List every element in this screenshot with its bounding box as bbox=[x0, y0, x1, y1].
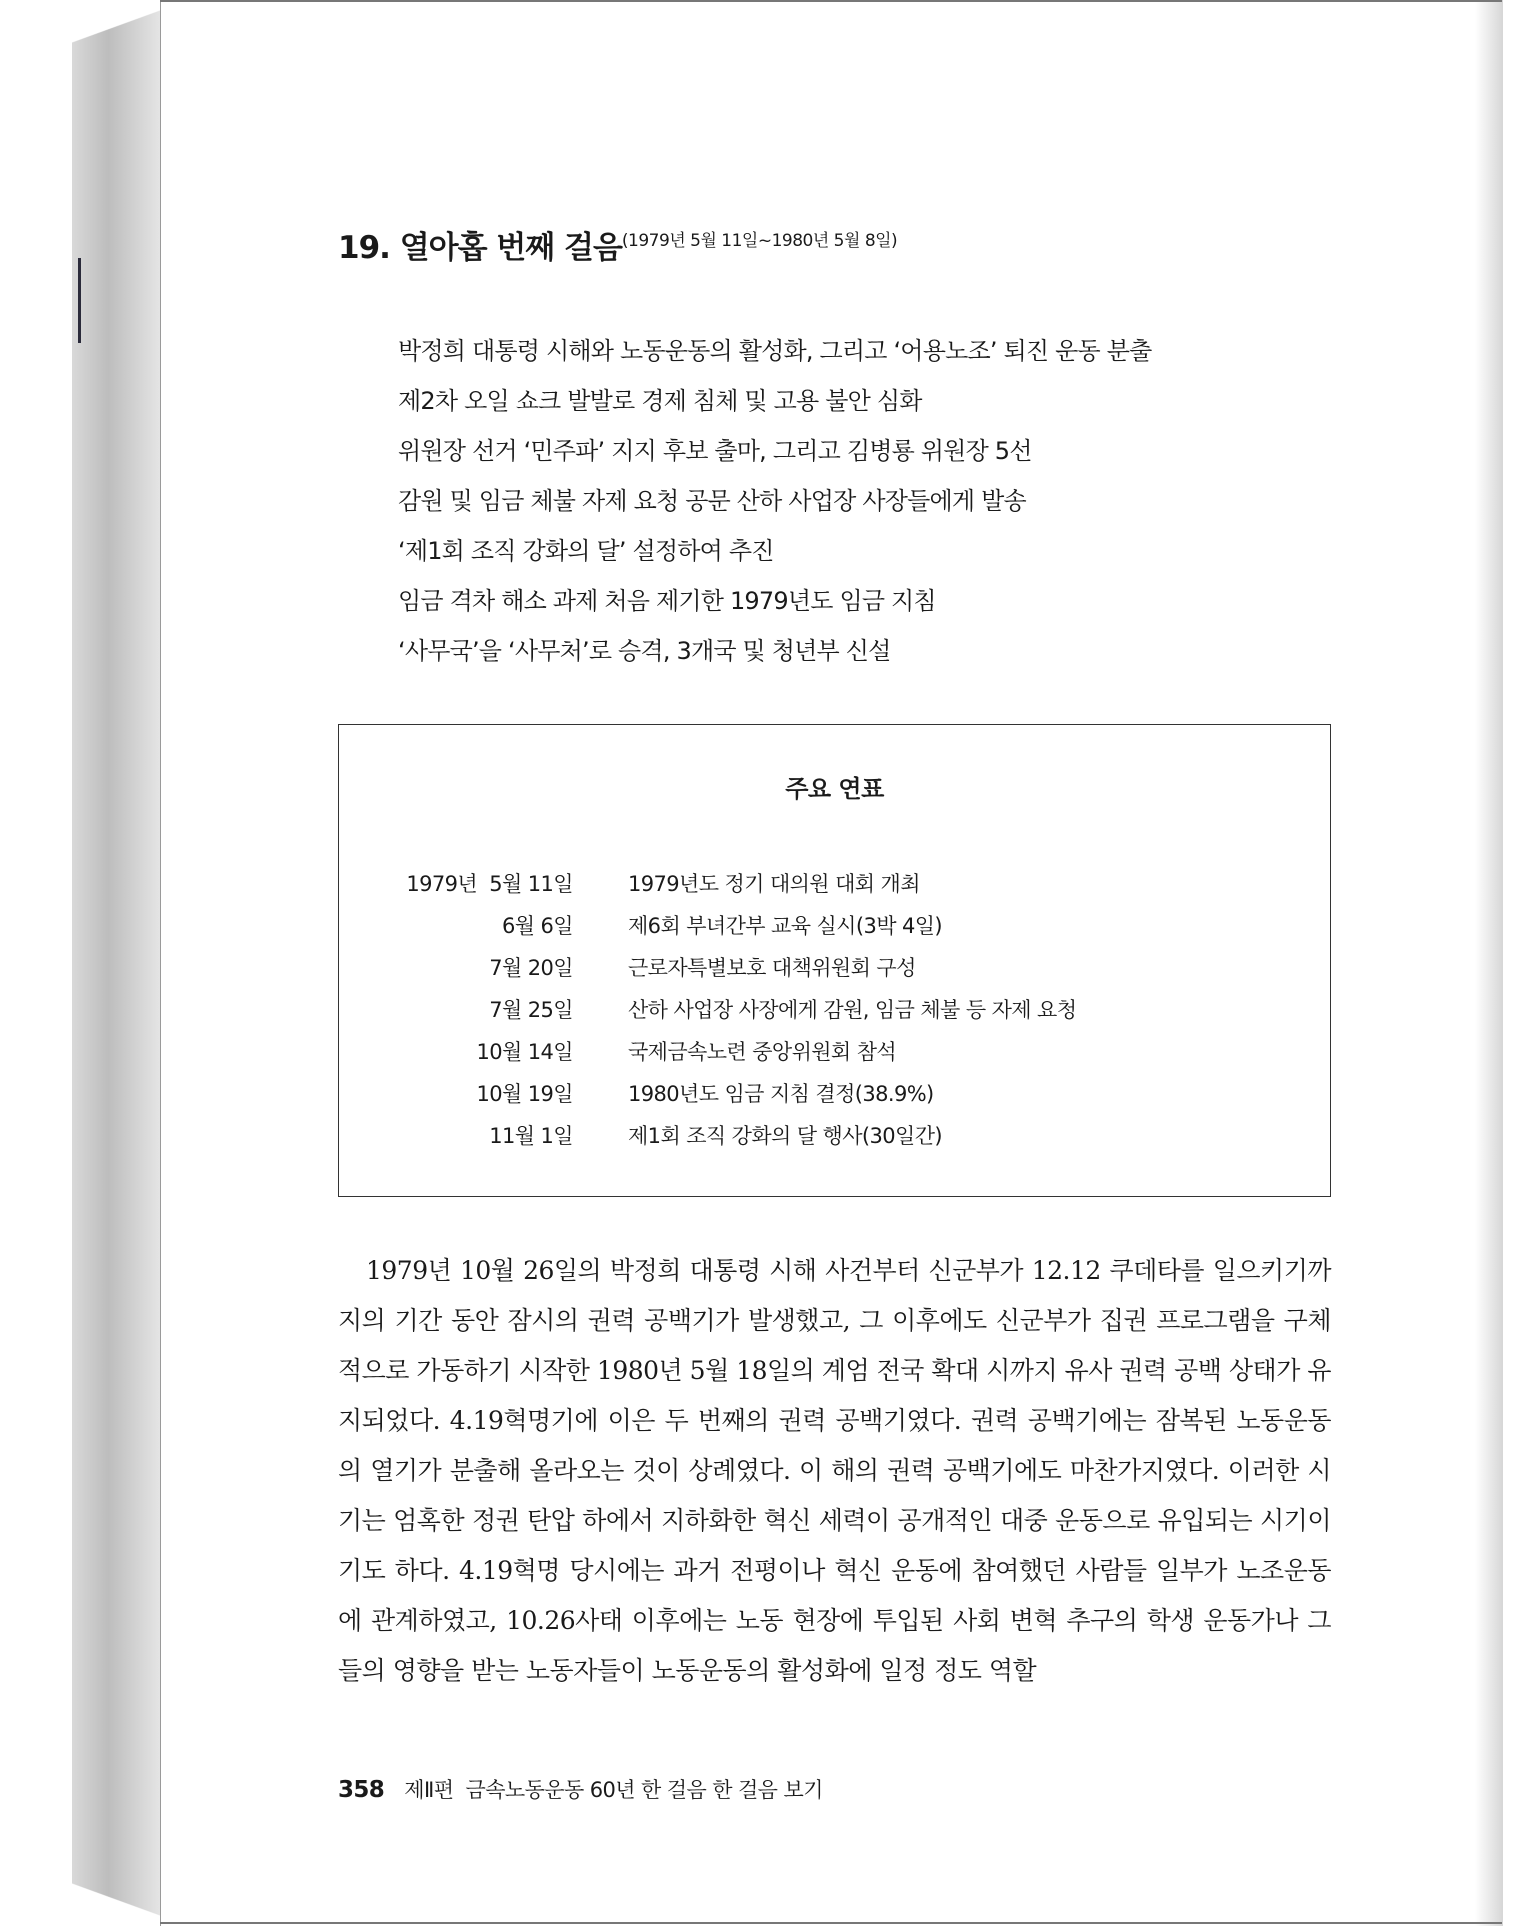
timeline-title: 주요 연표 bbox=[785, 775, 884, 803]
timeline-date: 10월 19일 bbox=[476, 1082, 573, 1106]
page-number: 358 bbox=[338, 1777, 385, 1803]
running-section-title: 제Ⅱ편 금속노동운동 60년 한 걸음 한 걸음 보기 bbox=[404, 1778, 823, 1802]
summary-item: 박정희 대통령 시해와 노동운동의 활성화, 그리고 ‘어용노조’ 퇴진 운동 분출 bbox=[398, 337, 1152, 365]
timeline-date: 7월 20일 bbox=[489, 956, 573, 980]
summary-item: 위원장 선거 ‘민주파’ 지지 후보 출마, 그리고 김병룡 위원장 5선 bbox=[398, 437, 1032, 465]
timeline-event: 1979년도 정기 대의원 대회 개최 bbox=[628, 872, 920, 896]
timeline-box bbox=[338, 724, 1331, 1197]
body-paragraph: 1979년 10월 26일의 박정희 대통령 시해 사건부터 신군부가 12.12 쿠데타를 일으키기까지의 기간 동안 잠시의 권력 공백기가 발생했고, 그 이후에도 신군부가 집권 프로그램을 구체적으로 가동하기 시작한 1980년 5월 18일의 계엄 전국 확대 시까지 유사 권력 공백 상태가 유지되었다. 4.19혁명기에 이은 두 번째의 권력 공백기였다. 권력 공백기에는 잠복된 노동운동의 열기가 분출해 올라오는 것이 상례였다. 이 해의 권력 공백기에도 마찬가지였다. 이러한 시기는 엄혹한 정권 탄압 하에서 지하화한 혁신 세력이 공개적인 대중 운동으로 유입되는 시기이기도 하다. 4.19혁명 당시에는 과거 전평이나 혁신 운동에 참여했던 사람들 일부가 노조운동에 관계하였고, 10.26사태 이후에는 노동 현장에 투입된 사회 변혁 추구의 학생 운동가나 그들의 영향을 받는 노동자들이 노동운동의 활성화에 일정 정도 역할 bbox=[338, 1256, 1331, 1685]
summary-item: 감원 및 임금 체불 자제 요청 공문 산하 사업장 사장들에게 발송 bbox=[398, 487, 1026, 515]
timeline-date: 11월 1일 bbox=[489, 1124, 573, 1148]
timeline-date: 7월 25일 bbox=[489, 998, 573, 1022]
timeline-event: 국제금속노련 중앙위원회 참석 bbox=[628, 1040, 897, 1064]
page-bottom-edge bbox=[160, 1922, 1502, 1924]
book-page-edges bbox=[72, 0, 162, 1926]
page-shadow bbox=[1475, 0, 1503, 1926]
summary-item: 제2차 오일 쇼크 발발로 경제 침체 및 고용 불안 심화 bbox=[398, 387, 922, 415]
bookmark-ribbon bbox=[78, 258, 81, 343]
summary-item: ‘제1회 조직 강화의 달’ 설정하여 추진 bbox=[398, 537, 774, 565]
chapter-period: (1979년 5월 11일~1980년 5월 8일) bbox=[621, 231, 898, 251]
chapter-title bbox=[338, 222, 897, 267]
timeline-event: 1980년도 임금 지침 결정(38.9%) bbox=[628, 1082, 934, 1106]
summary-item: 임금 격차 해소 과제 처음 제기한 1979년도 임금 지침 bbox=[398, 587, 936, 615]
timeline-event: 제1회 조직 강화의 달 행사(30일간) bbox=[628, 1124, 943, 1148]
page-footer bbox=[338, 1774, 823, 1804]
timeline-date: 10월 14일 bbox=[476, 1040, 573, 1064]
summary-item: ‘사무국’을 ‘사무처’로 승격, 3개국 및 청년부 신설 bbox=[398, 637, 891, 665]
timeline-event: 산하 사업장 사장에게 감원, 임금 체불 등 자제 요청 bbox=[628, 998, 1077, 1022]
chapter-summary-list bbox=[398, 326, 1151, 676]
timeline-date: 6월 6일 bbox=[502, 914, 573, 938]
timeline-event: 제6회 부녀간부 교육 실시(3박 4일) bbox=[628, 914, 943, 938]
book-corner-bottom bbox=[72, 1866, 164, 1926]
timeline-event: 근로자특별보호 대책위원회 구성 bbox=[628, 956, 916, 980]
chapter-title-text: 19. 열아홉 번째 걸음 bbox=[338, 230, 622, 266]
book-corner-top bbox=[72, 0, 164, 60]
page-top-edge bbox=[160, 0, 1502, 2]
timeline-date: 1979년 5월 11일 bbox=[406, 872, 573, 896]
